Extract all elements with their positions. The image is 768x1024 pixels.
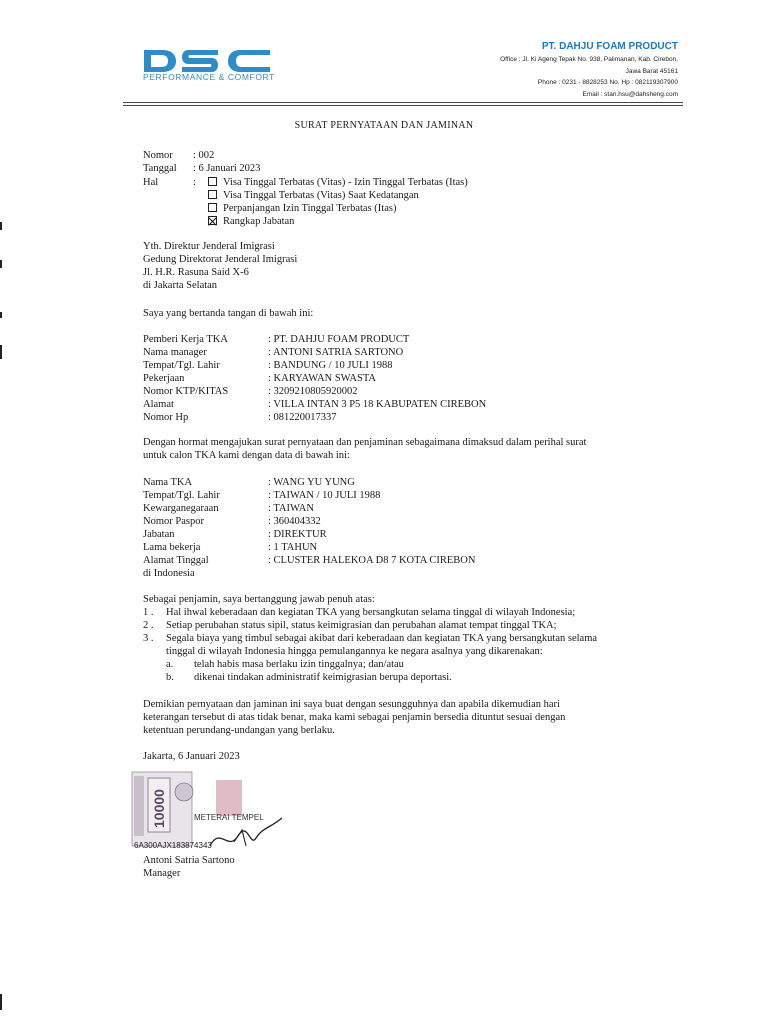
list-number: 1 . — [143, 607, 154, 618]
field-label: Kewarganegaraan — [143, 503, 219, 514]
field-value: : VILLA INTAN 3 P5 18 KABUPATEN CIREBON — [268, 399, 487, 410]
list-item: Hal ihwal keberadaan dan kegiatan TKA yang bersangkutan selama tinggal di wilayah Indonesia; — [166, 607, 576, 618]
list-item: Segala biaya yang timbul sebagai akibat dari keberadaan dan kegiatan TKA yang bersangkutan selama — [166, 633, 598, 644]
checked-checkbox-icon — [208, 216, 217, 225]
nomor-label: Nomor — [143, 150, 173, 161]
hal-option-label: Perpanjangan Izin Tinggal Terbatas (Itas) — [223, 203, 397, 214]
stamp-label: METERAI TEMPEL — [194, 813, 264, 822]
field-label: Nama TKA — [143, 477, 193, 488]
list-item-continuation: tinggal di wilayah Indonesia hingga pemulangannya ke negara asalnya yang dikarenakan: — [166, 646, 543, 657]
field-label: Tempat/Tgl. Lahir — [143, 360, 220, 371]
stamp-denomination: 10000 — [151, 789, 167, 828]
field-value: : WANG YU YUNG — [268, 477, 355, 488]
hal-colon: : — [193, 177, 196, 188]
field-label: Pemberi Kerja TKA — [143, 334, 228, 345]
hal-option — [208, 215, 294, 228]
company-email: Email : stan.hsu@dahsheng.com — [582, 90, 678, 98]
field-value: : PT. DAHJU FOAM PRODUCT — [268, 334, 410, 345]
field-value: : TAIWAN / 10 JULI 1988 — [268, 490, 381, 501]
scan-mark — [0, 260, 2, 268]
statement-text: Dengan hormat mengajukan surat pernyataan dan penjaminan sebagaimana dimaksud dalam perihal surat — [143, 437, 587, 448]
field-label: Pekerjaan — [143, 373, 185, 384]
scan-mark — [0, 312, 2, 318]
field-label: Nomor Paspor — [143, 516, 204, 527]
field-value: : 3209210805920002 — [268, 386, 358, 397]
sub-item-letter: b. — [166, 672, 174, 683]
document-title: SURAT PERNYATAAN DAN JAMINAN — [294, 120, 474, 131]
field-value: : DIREKTUR — [268, 529, 327, 540]
place-date: Jakarta, 6 Januari 2023 — [143, 751, 240, 762]
closing-text: Demikian pernyataan dan jaminan ini saya buat dengan sesungguhnya dan apabila dikemudian hari — [143, 699, 560, 710]
sub-item: telah habis masa berlaku izin tinggalnya; dan/atau — [194, 659, 404, 670]
field-label: Alamat Tinggal — [143, 555, 209, 566]
addressee-line: Yth. Direktur Jenderal Imigrasi — [143, 241, 275, 252]
field-value: : 360404332 — [268, 516, 321, 527]
list-item: Setiap perubahan status sipil, status keimigrasian dan perubahan alamat tempat tinggal TKA; — [166, 620, 557, 631]
scan-mark — [0, 222, 2, 230]
signer-title: Manager — [143, 868, 181, 879]
field-label: Alamat — [143, 399, 174, 410]
field-value: : KARYAWAN SWASTA — [268, 373, 376, 384]
company-phone: Phone : 0231 - 8828253 No. Hp : 082119307900 — [537, 79, 678, 86]
logo-tagline: PERFORMANCE & COMFORT — [143, 72, 275, 82]
field-value: : 081220017337 — [268, 412, 337, 423]
hal-option-label: Visa Tinggal Terbatas (Vitas) Saat Kedatangan — [223, 190, 419, 201]
field-value: : BANDUNG / 10 JULI 1988 — [268, 360, 393, 371]
hal-option — [208, 176, 468, 189]
company-name: PT. DAHJU FOAM PRODUCT — [541, 41, 678, 52]
addressee-line: Gedung Direktorat Jenderal Imigrasi — [143, 254, 298, 265]
company-office-line2: Jawa Barat 45161 — [625, 67, 678, 75]
company-office-line1: Office : Jl. Ki Ageng Tepak No. 938, Palimanan, Kab. Cirebon, — [500, 56, 678, 63]
header-rule — [123, 105, 683, 106]
header-rule — [123, 102, 683, 103]
responsibility-intro: Sebagai penjamin, saya bertanggung jawab penuh atas: — [143, 594, 375, 605]
checkbox-icon — [208, 203, 217, 212]
tanggal-label: Tanggal — [143, 163, 177, 174]
field-label: Lama bekerja — [143, 542, 201, 553]
hal-option — [208, 189, 419, 202]
scan-mark — [0, 345, 2, 359]
list-number: 2 . — [143, 620, 154, 631]
checkbox-icon — [208, 190, 217, 199]
addressee-line: di Jakarta Selatan — [143, 280, 218, 291]
sub-item: dikenai tindakan administratif keimigrasian berupa deportasi. — [194, 672, 452, 683]
field-label: Nama manager — [143, 347, 207, 358]
closing-text: keterangan tersebut di atas tidak benar, maka kami sebagai penjamin bersedia dituntut sesuai dengan — [143, 712, 566, 723]
field-value: : 1 TAHUN — [268, 542, 318, 553]
field-value: : TAIWAN — [268, 503, 314, 514]
field-label: Nomor Hp — [143, 412, 189, 423]
field-value: : ANTONI SATRIA SARTONO — [268, 347, 404, 358]
signature — [190, 808, 300, 858]
hal-label: Hal — [143, 177, 159, 188]
field-label: Tempat/Tgl. Lahir — [143, 490, 220, 501]
field-value: : CLUSTER HALEKOA D8 7 KOTA CIREBON — [268, 555, 476, 566]
field-label: Nomor KTP/KITAS — [143, 386, 229, 397]
field-label: Jabatan — [143, 529, 175, 540]
field-label: di Indonesia — [143, 568, 195, 579]
list-number: 3 . — [143, 633, 154, 644]
hal-option-label: Visa Tinggal Terbatas (Vitas) - Izin Tinggal Terbatas (Itas) — [223, 177, 468, 188]
tanggal-value: : 6 Januari 2023 — [193, 163, 261, 174]
statement-text: untuk calon TKA kami dengan data di bawah ini: — [143, 450, 350, 461]
scan-mark — [0, 994, 2, 1010]
intro-text: Saya yang bertanda tangan di bawah ini: — [143, 308, 314, 319]
closing-text: ketentuan perundang-undangan yang berlaku. — [143, 725, 335, 736]
checkbox-icon — [208, 177, 217, 186]
company-header — [500, 40, 678, 100]
hal-option — [208, 202, 396, 215]
sub-item-letter: a. — [166, 659, 174, 670]
addressee-line: Jl. H.R. Rasuna Said X-6 — [143, 267, 249, 278]
nomor-value: : 002 — [193, 150, 215, 161]
signer-name: Antoni Satria Sartono — [143, 855, 235, 866]
hal-option-label: Rangkap Jabatan — [223, 216, 295, 227]
stamp-serial: 6A300AJX183874343 — [134, 841, 212, 850]
